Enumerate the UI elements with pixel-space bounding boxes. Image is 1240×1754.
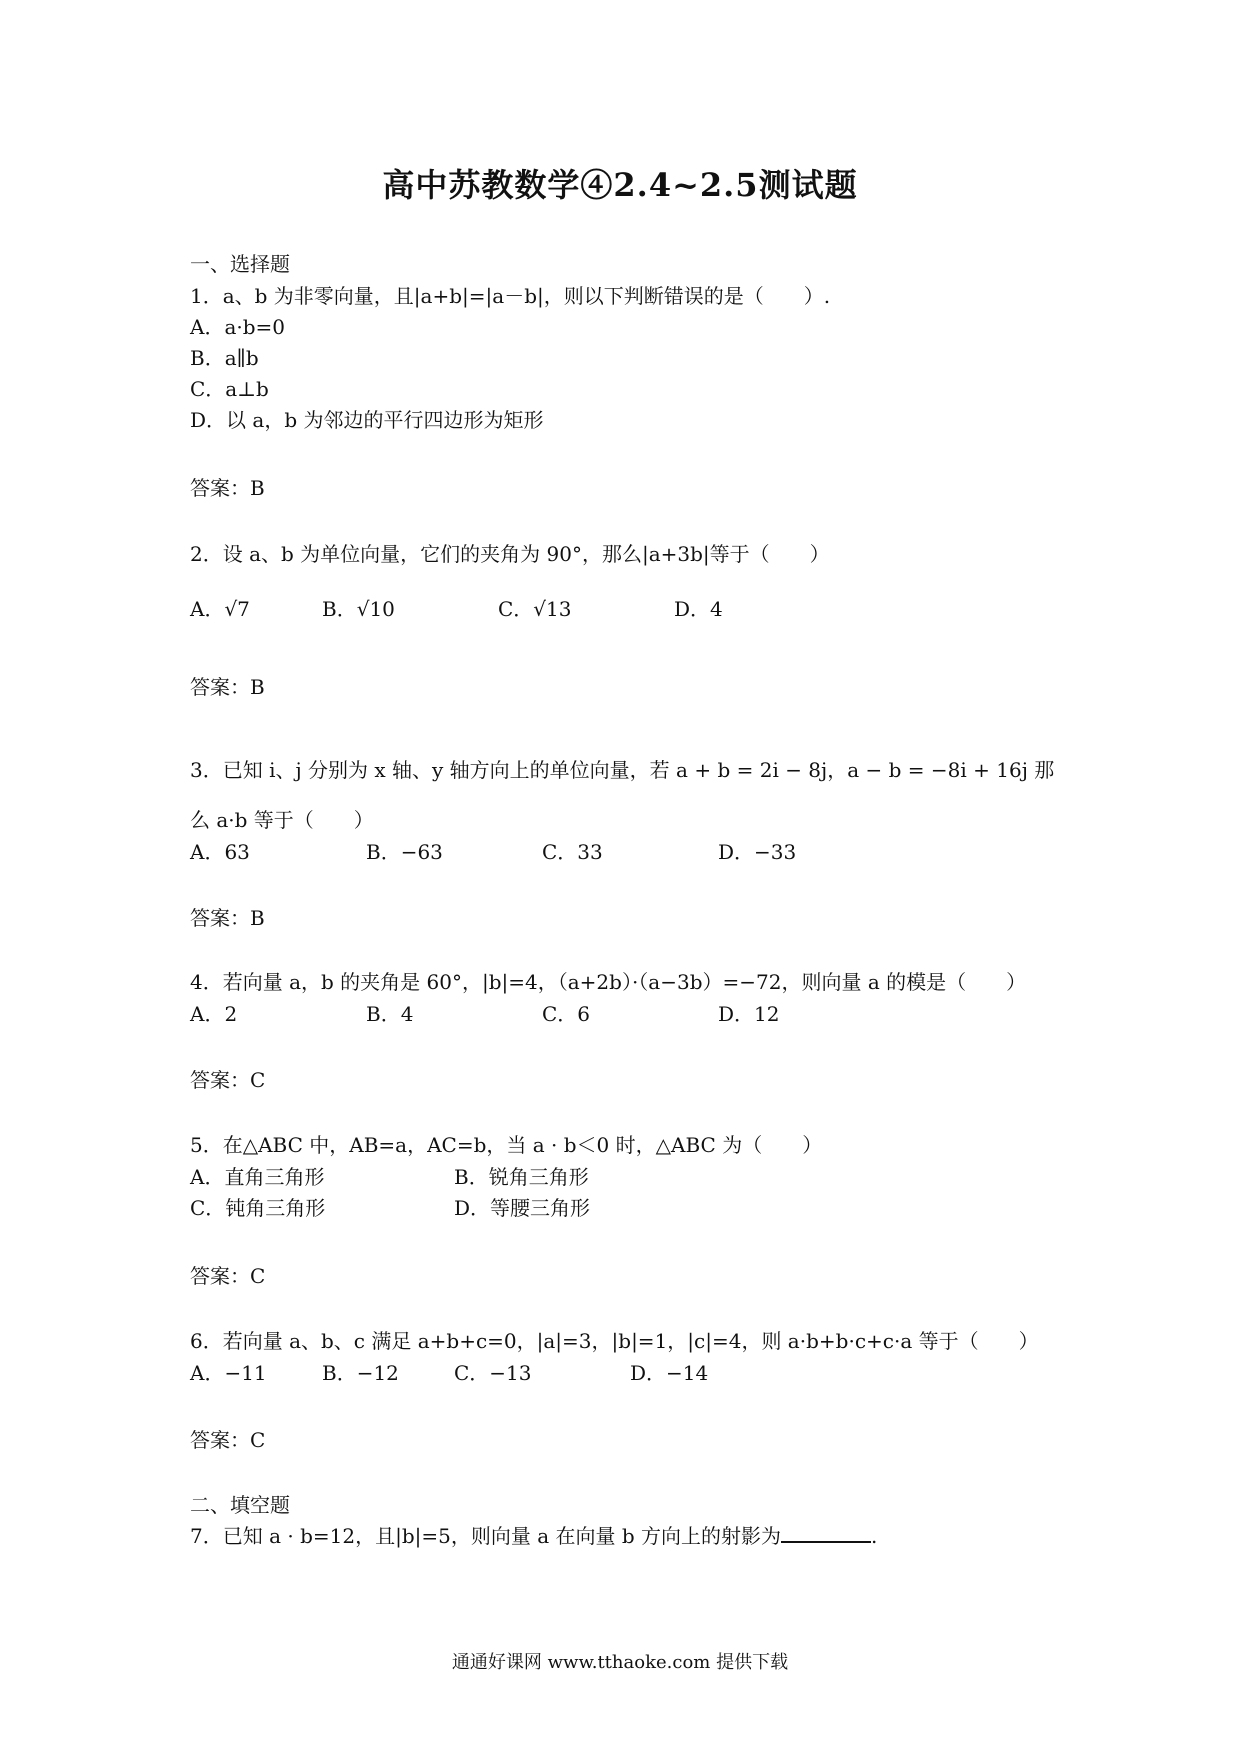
question-5-option-a: A．直角三角形 (190, 1165, 325, 1189)
question-3-option-c: C．33 (542, 840, 603, 864)
question-1-answer: 答案：B (190, 476, 265, 500)
question-4-answer: 答案：C (190, 1068, 266, 1092)
page-footer: 通通好课网 www.tthaoke.com 提供下载 (451, 1652, 789, 1673)
question-6-stem: 6．若向量 a、b、c 满足 a+b+c=0，|a|=3，|b|=1，|c|=4，则 a·b+b·c+c·a 等于（ ） (190, 1329, 1039, 1353)
section-fill-heading: 二、填空题 (190, 1493, 290, 1517)
question-2-answer: 答案：B (190, 675, 265, 699)
question-3-answer: 答案：B (190, 906, 265, 930)
question-6-option-b: B．−12 (322, 1361, 399, 1385)
question-7-stem: 7．已知 a · b=12，且|b|=5，则向量 a 在向量 b 方向上的射影为 (190, 1524, 782, 1548)
question-2-option-c: C．√13 (498, 597, 572, 621)
question-6-option-a: A．−11 (190, 1361, 267, 1385)
question-6-option-c: C．−13 (454, 1361, 532, 1385)
question-5-stem: 5．在△ABC 中，AB=a，AC=b，当 a · b＜0 时，△ABC 为（ ） (190, 1133, 823, 1157)
question-2-option-a: A．√7 (190, 597, 250, 621)
question-1-option-c: C．a⊥b (190, 377, 269, 401)
question-1-option-d: D．以 a，b 为邻边的平行四边形为矩形 (190, 408, 544, 432)
question-3-option-b: B．−63 (366, 840, 443, 864)
question-3-stem: 3．已知 i、j 分别为 x 轴、y 轴方向上的单位向量，若 a + b = 2i − 8j，a − b = −8i + 16j 那 (190, 758, 1055, 782)
question-4-option-b: B．4 (366, 1002, 414, 1026)
question-6-option-d: D．−14 (630, 1361, 709, 1385)
question-4-stem: 4．若向量 a，b 的夹角是 60°，|b|=4，（a+2b）·（a−3b）=−72，则向量 a 的模是（ ） (190, 970, 1027, 994)
question-2-option-b: B．√10 (322, 597, 395, 621)
question-1-stem: 1．a、b 为非零向量，且|a+b|=|a－b|，则以下判断错误的是（ ）. (190, 284, 831, 308)
section-choice-heading: 一、选择题 (190, 252, 290, 276)
question-7-stem-line (190, 1522, 877, 1550)
question-2-option-d: D．4 (674, 597, 723, 621)
question-3-option-a: A．63 (190, 840, 250, 864)
question-5-option-d: D．等腰三角形 (454, 1196, 591, 1220)
question-1-option-a: A．a·b=0 (190, 315, 286, 339)
question-4-option-c: C．6 (542, 1002, 591, 1026)
question-7-answer-blank (781, 1523, 871, 1543)
page-title: 高中苏教数学④2.4~2.5测试题 (382, 166, 858, 204)
question-3-option-d: D．−33 (718, 840, 797, 864)
question-2-stem: 2．设 a、b 为单位向量，它们的夹角为 90°，那么|a+3b|等于（ ） (190, 542, 830, 566)
question-5-option-c: C．钝角三角形 (190, 1196, 326, 1220)
question-4-option-a: A．2 (190, 1002, 238, 1026)
question-5-option-b: B．锐角三角形 (454, 1165, 589, 1189)
question-4-option-d: D．12 (718, 1002, 780, 1026)
question-5-answer: 答案：C (190, 1264, 266, 1288)
question-6-answer: 答案：C (190, 1428, 266, 1452)
question-3-stem-continued: 么 a·b 等于（ ） (190, 808, 374, 832)
question-1-option-b: B．a∥b (190, 346, 259, 370)
question-7-stem-end: . (871, 1524, 878, 1548)
